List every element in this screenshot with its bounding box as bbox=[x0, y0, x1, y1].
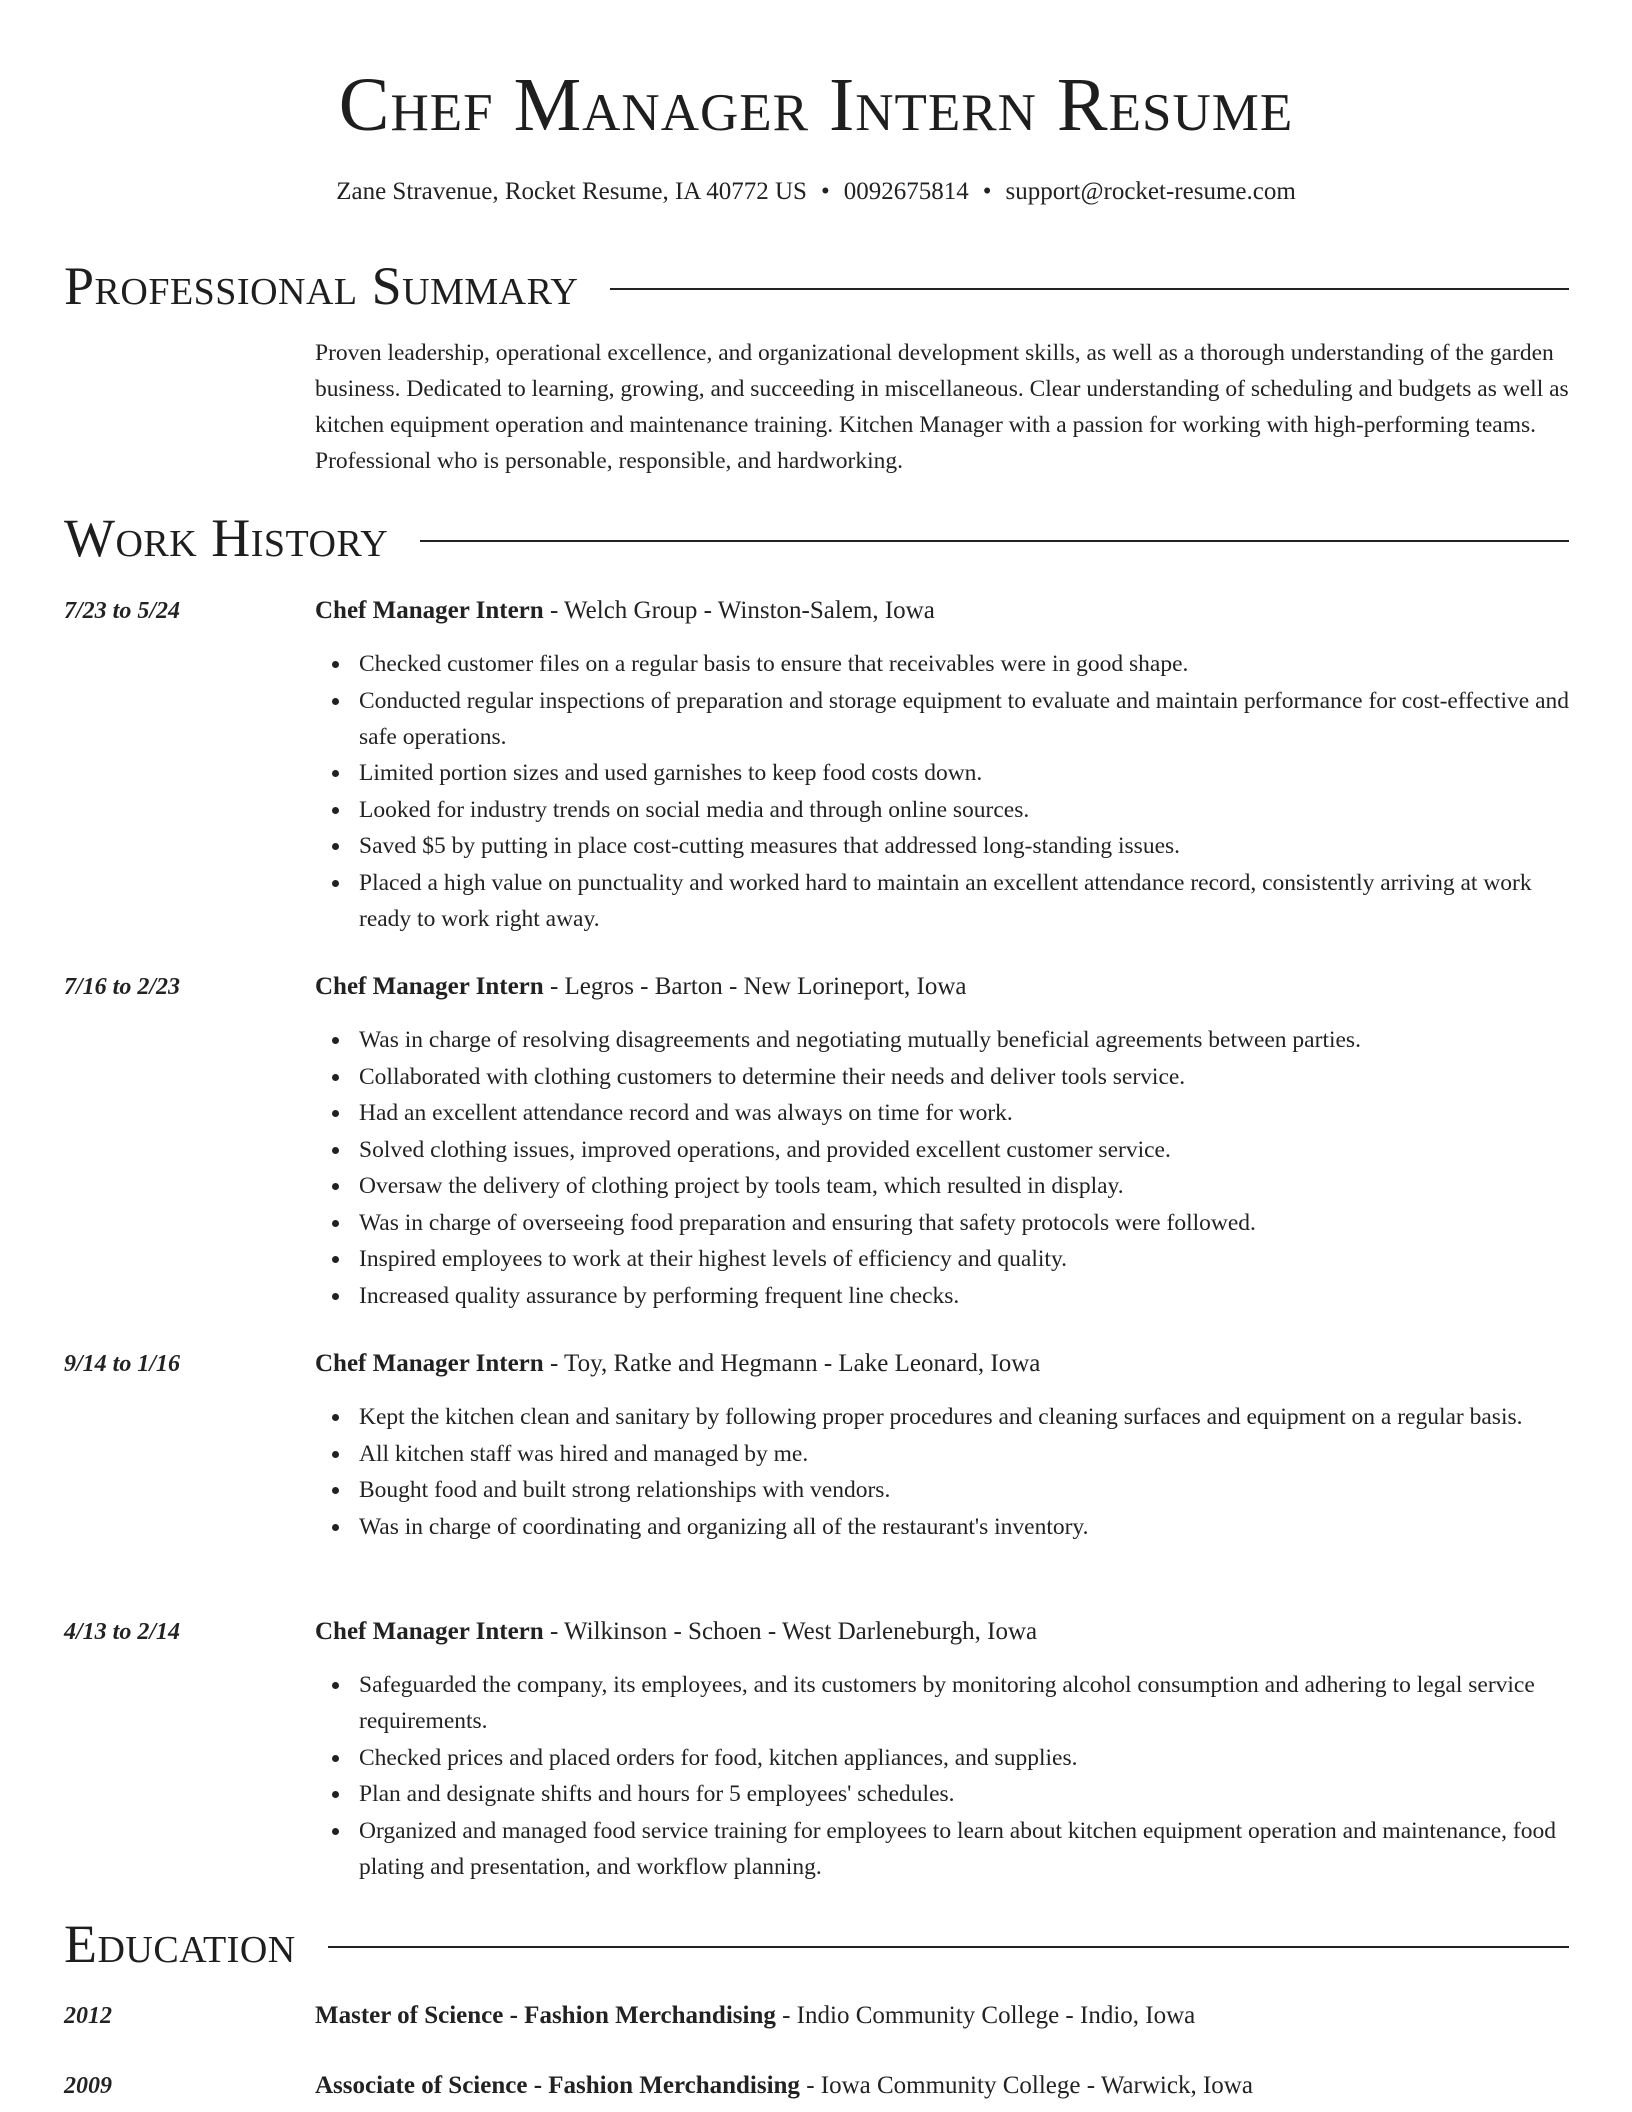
job-heading bbox=[315, 1346, 1569, 1382]
list-item: Saved $5 by putting in place cost-cutting measures that addressed long-standing issues. bbox=[359, 828, 1569, 864]
list-item: Was in charge of resolving disagreements and negotiating mutually beneficial agreements between parties. bbox=[359, 1022, 1569, 1058]
job-bullet-list bbox=[315, 646, 1569, 937]
job-title: Chef Manager Intern bbox=[315, 1350, 544, 1377]
job-dates: 4/13 to 2/14 bbox=[64, 1619, 181, 1645]
list-item: Kept the kitchen clean and sanitary by following proper procedures and cleaning surfaces and equipment on a regular basis. bbox=[359, 1399, 1569, 1435]
list-item: All kitchen staff was hired and managed by me. bbox=[359, 1436, 1569, 1472]
education-section-header bbox=[64, 1912, 1569, 1976]
section-divider bbox=[420, 540, 1569, 542]
contact-email: support@rocket-resume.com bbox=[1005, 178, 1296, 205]
list-item: Placed a high value on punctuality and worked hard to maintain an excellent attendance record, consistently arriving at work ready to work right away. bbox=[359, 865, 1569, 937]
list-item: Solved clothing issues, improved operations, and provided excellent customer service. bbox=[359, 1132, 1569, 1168]
education-degree: Associate of Science - Fashion Merchandising bbox=[315, 2072, 800, 2099]
list-item: Was in charge of overseeing food preparation and ensuring that safety protocols were followed. bbox=[359, 1205, 1569, 1241]
job-title: Chef Manager Intern bbox=[315, 973, 544, 1000]
job-employer: - Toy, Ratke and Hegmann - Lake Leonard, Iowa bbox=[543, 1350, 1041, 1377]
list-item: Limited portion sizes and used garnishes to keep food costs down. bbox=[359, 755, 1569, 791]
education-entry bbox=[315, 1998, 1569, 2034]
education-entry bbox=[315, 2068, 1569, 2104]
summary-section-header bbox=[64, 254, 1569, 318]
work-history-heading: Work History bbox=[64, 508, 389, 568]
list-item: Increased quality assurance by performing frequent line checks. bbox=[359, 1278, 1569, 1314]
contact-separator: • bbox=[982, 178, 992, 205]
contact-line bbox=[0, 174, 1632, 210]
list-item: Checked customer files on a regular basis to ensure that receivables were in good shape. bbox=[359, 646, 1569, 682]
list-item: Was in charge of coordinating and organizing all of the restaurant's inventory. bbox=[359, 1509, 1569, 1545]
education-year: 2012 bbox=[64, 2003, 112, 2029]
job-heading bbox=[315, 1614, 1569, 1650]
summary-text: Proven leadership, operational excellence, and organizational development skills, as well as a thorough understanding of the garden business. Dedicated to learning, growing, and succeeding in miscellaneous. Clear understanding of scheduling and budgets as well as kitchen equipment operation and maintenance training. Kitchen Manager with a passion for working with high-performing teams. Professional who is personable, responsible, and hardworking. bbox=[315, 340, 1569, 474]
list-item: Looked for industry trends on social media and through online sources. bbox=[359, 792, 1569, 828]
job-bullet-list bbox=[315, 1667, 1569, 1885]
list-item: Oversaw the delivery of clothing project by tools team, which resulted in display. bbox=[359, 1168, 1569, 1204]
section-divider bbox=[328, 1946, 1569, 1948]
contact-phone: 0092675814 bbox=[843, 178, 969, 205]
section-divider bbox=[610, 288, 1569, 290]
education-school: - Indio Community College - Indio, Iowa bbox=[775, 2002, 1196, 2029]
job-employer: - Wilkinson - Schoen - West Darleneburgh, Iowa bbox=[543, 1618, 1038, 1645]
job-heading bbox=[315, 593, 1569, 629]
education-degree: Master of Science - Fashion Merchandising bbox=[315, 2002, 776, 2029]
contact-separator: • bbox=[820, 178, 830, 205]
list-item: Had an excellent attendance record and was always on time for work. bbox=[359, 1095, 1569, 1131]
list-item: Collaborated with clothing customers to determine their needs and deliver tools service. bbox=[359, 1059, 1569, 1095]
education-school: - Iowa Community College - Warwick, Iowa bbox=[799, 2072, 1253, 2099]
education-year: 2009 bbox=[64, 2073, 112, 2099]
list-item: Checked prices and placed orders for food, kitchen appliances, and supplies. bbox=[359, 1740, 1569, 1776]
job-title: Chef Manager Intern bbox=[315, 597, 544, 624]
job-employer: - Welch Group - Winston-Salem, Iowa bbox=[543, 597, 935, 624]
job-dates: 7/16 to 2/23 bbox=[64, 974, 181, 1000]
resume-title: Chef Manager Intern Resume bbox=[338, 63, 1294, 147]
education-heading: Education bbox=[64, 1914, 296, 1974]
contact-address: Zane Stravenue, Rocket Resume, IA 40772 US bbox=[336, 178, 807, 205]
job-dates: 7/23 to 5/24 bbox=[64, 598, 181, 624]
list-item: Inspired employees to work at their highest levels of efficiency and quality. bbox=[359, 1241, 1569, 1277]
list-item: Organized and managed food service training for employees to learn about kitchen equipment operation and maintenance, food plating and presentation, and workflow planning. bbox=[359, 1813, 1569, 1885]
summary-heading: Professional Summary bbox=[64, 256, 579, 316]
list-item: Bought food and built strong relationships with vendors. bbox=[359, 1472, 1569, 1508]
job-heading bbox=[315, 969, 1569, 1005]
list-item: Plan and designate shifts and hours for 5 employees' schedules. bbox=[359, 1776, 1569, 1812]
job-employer: - Legros - Barton - New Lorineport, Iowa bbox=[543, 973, 967, 1000]
job-title: Chef Manager Intern bbox=[315, 1618, 544, 1645]
job-bullet-list bbox=[315, 1022, 1569, 1314]
job-bullet-list bbox=[315, 1399, 1569, 1545]
job-dates: 9/14 to 1/16 bbox=[64, 1351, 181, 1377]
work-history-section-header bbox=[64, 506, 1569, 570]
list-item: Safeguarded the company, its employees, and its customers by monitoring alcohol consumption and adhering to legal service requirements. bbox=[359, 1667, 1569, 1739]
list-item: Conducted regular inspections of preparation and storage equipment to evaluate and maintain performance for cost-effective and safe operations. bbox=[359, 683, 1569, 755]
